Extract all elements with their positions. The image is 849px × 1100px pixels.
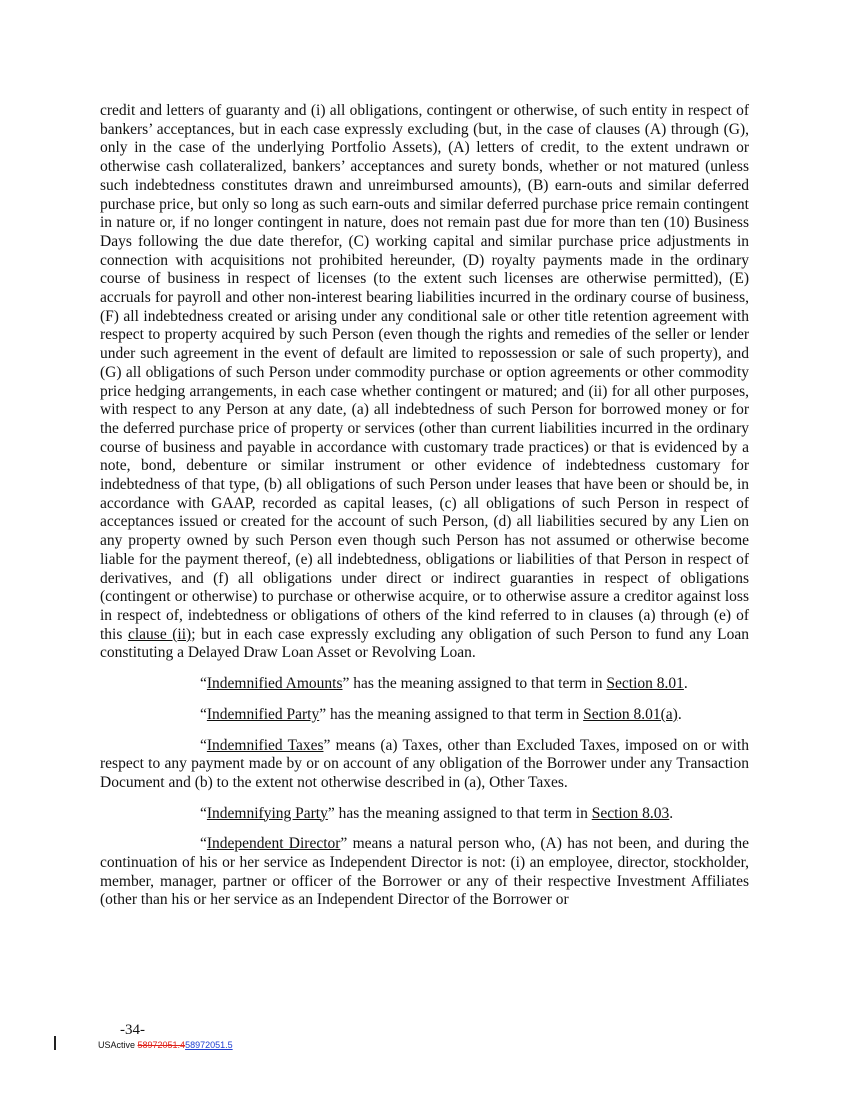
defined-term: Indemnifying Party [206,804,328,822]
definition-indemnified-taxes: “Indemnified Taxes” means (a) Taxes, other than Excluded Taxes, imposed on or with respect to any payment made by or on account of any obligation of the Borrower under any Transaction Document and (b) to the extent not otherwise described in (a), Other Taxes. [100,736,749,791]
clause-reference: clause (ii) [127,625,192,643]
document-page [100,102,749,922]
definition-indemnified-amounts: “Indemnified Amounts” has the meaning assigned to that term in Section 8.01. [200,675,688,693]
defined-term: Indemnified Amounts [206,675,343,693]
definition-independent-director: “Independent Director” means a natural person who, (A) has not been, and during the continuation of his or her service as Independent Director is not: (i) an employee, director, stockholder, member, manager, partner or officer of the Borrower or any of their respective Investment Affiliates (other than his or her service as an Independent Director of the Borrower or [100,835,749,909]
paragraph-tail: ; but in each case expressly excluding any obligation of such Person to fund any Loan constituting a Delayed Draw Loan Asset or Revolving Loan. [100,625,749,662]
change-bar [54,1036,56,1050]
deleted-doc-id: 58972051.4 [137,1040,186,1050]
definition-indemnified-party: “Indemnified Party” has the meaning assigned to that term in Section 8.01(a). [200,705,682,723]
page-number: -34- [120,1022,145,1038]
defined-term: Independent Director [206,835,341,853]
section-reference: Section 8.03 [591,804,670,822]
section-reference: Section 8.01 [606,675,684,693]
paragraph-text: credit and letters of guaranty and (i) all obligations, contingent or otherwise, of such entity in respect of bankers’ acceptances, but in each case expressly excluding (but, in the case of clauses (A) through (G), only in the case of the underlying Portfolio Assets), (A) letters of credit, to the extent undrawn or otherwise cash collateralized, bankers’ acceptances and surety bonds, whether or not matured (unless such indebtedness constitutes drawn and unreimbursed amounts), (B) earn-outs and similar deferred purchase price, but only so long as such earn-outs and similar deferred purchase price remain contingent in nature or, if no longer contingent in nature, does not remain past due for more than ten (10) Business Days following the due date therefor, (C) working capital and similar purchase price adjustments in connection with acquisitions not prohibited hereunder, (D) royalty payments made in the ordinary course of business in respect of licenses (to the extent such licenses are otherwise permitted), (E) accruals for payroll and other non-interest bearing liabilities incurred in the ordinary course of business, (F) all indebtedness created or arising under any conditional sale or other title retention agreement with respect to property acquired by such Person (even though the rights and remedies of the seller or lender under such agreement in the event of default are limited to repossession or sale of such property), and (G) all obligations of such Person under commodity purchase or option agreements or other commodity price hedging arrangements, in each case whether contingent or matured; and (ii) for all other purposes, with respect to any Person at any date, (a) all indebtedness of such Person for borrowed money or for the deferred purchase price of property or services (other than current liabilities incurred in the ordinary course of business and payable in accordance with customary trade practices) or that is evidenced by a note, bond, debenture or similar instrument or other evidence of indebtedness customary for indebtedness of that type, (b) all obligations of such Person under leases that have been or should be, in accordance with GAAP, recorded as capital leases, (c) all obligations of such Person in respect of acceptances issued or created for the account of such Person, (d) all liabilities secured by any Lien on any property owned by such Person even though such Person has not assumed or otherwise become liable for the payment thereof, (e) all indebtedness, obligations or liabilities of that Person in respect of derivatives, and (f) all obligations under direct or indirect guaranties in respect of obligations (contingent or otherwise) to purchase or otherwise acquire, or to otherwise assure a creditor against loss in respect of, indebtedness or obligations of others of the kind referred to in clauses (a) through (e) of this [100,102,749,643]
defined-term: Indemnified Party [206,705,320,723]
document-id [98,1040,233,1050]
definition-indemnifying-party: “Indemnifying Party” has the meaning assigned to that term in Section 8.03. [200,804,674,822]
inserted-doc-id: 58972051.5 [185,1040,233,1050]
section-reference: Section 8.01(a) [583,705,678,723]
doc-prefix: USActive [98,1040,138,1050]
indebtedness-definition-paragraph [100,102,749,663]
defined-term: Indemnified Taxes [206,736,324,754]
